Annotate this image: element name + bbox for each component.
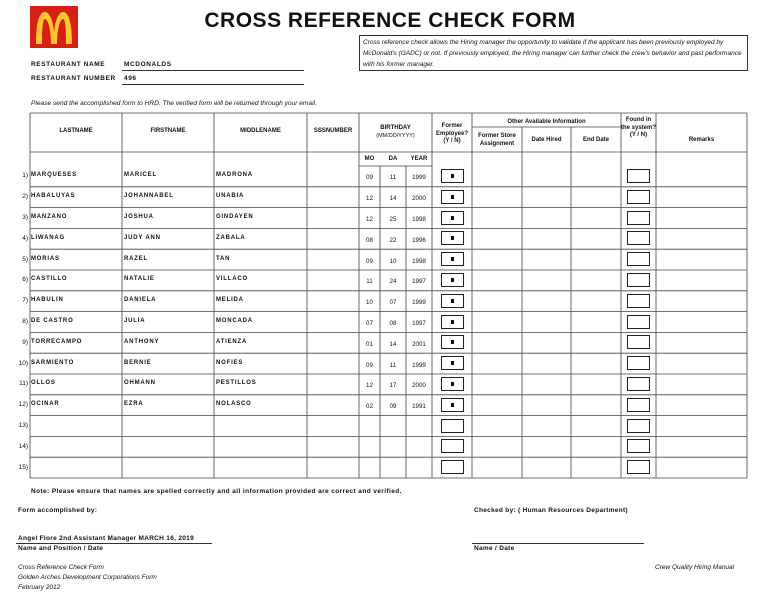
found-in-system-box[interactable] <box>627 356 650 370</box>
row-number: 6) <box>22 276 28 284</box>
cell-middlename: GINDAYEN <box>216 214 254 220</box>
cell-firstname: JOSHUA <box>124 214 154 220</box>
cell-middlename: MADRONA <box>216 172 253 179</box>
former-employee-mark <box>451 340 454 344</box>
row-number: 7) <box>22 297 28 305</box>
cell-firstname: RAZEL <box>124 255 148 262</box>
former-employee-box[interactable] <box>441 231 464 245</box>
cell-firstname: MARICEL <box>124 172 157 179</box>
cell-middlename: NOLASCO <box>216 401 252 408</box>
found-in-system-box[interactable] <box>627 252 650 266</box>
cell-day: 25 <box>389 216 397 223</box>
cell-year: 1998 <box>412 257 426 265</box>
found-in-system-box[interactable] <box>627 419 650 433</box>
row-number: 4) <box>22 234 28 242</box>
found-in-system-box[interactable] <box>627 231 650 245</box>
cell-day: 08 <box>389 320 397 327</box>
header-former-store: Former Store Assignment <box>478 133 516 147</box>
header-lastname: LASTNAME <box>59 128 93 134</box>
cell-middlename: PESTILLOS <box>216 380 257 387</box>
cell-day: 07 <box>389 299 397 307</box>
row-number: 14) <box>18 442 28 450</box>
header-year: YEAR <box>410 156 428 162</box>
header-former-employee: Former Employee? (Y / N) <box>435 123 468 144</box>
former-employee-box[interactable] <box>441 377 464 391</box>
cell-month: 07 <box>366 320 373 327</box>
found-in-system-box[interactable] <box>627 315 650 329</box>
header-remarks: Remarks <box>688 137 715 143</box>
header-da: DA <box>388 156 398 162</box>
header-found-system: Found in the system? (Y / N) <box>621 117 657 138</box>
former-employee-mark <box>451 278 454 282</box>
form-title: CROSS REFERENCE CHECK FORM <box>204 9 576 32</box>
cell-month: 08 <box>366 236 373 244</box>
former-employee-box[interactable] <box>441 439 464 453</box>
header-birthday: BIRTHDAY <box>380 125 411 131</box>
cell-day: 11 <box>389 361 397 369</box>
row-number: 12) <box>18 401 28 409</box>
row-number: 13) <box>18 422 28 429</box>
row-number: 8) <box>22 318 28 325</box>
former-employee-box[interactable] <box>441 190 464 204</box>
row-number: 5) <box>22 255 28 263</box>
cell-day: 24 <box>389 278 397 286</box>
cell-lastname: HABULIN <box>31 297 64 304</box>
cell-day: 17 <box>389 382 397 390</box>
cell-month: 10 <box>366 299 373 307</box>
cell-firstname: JOHANNABEL <box>124 193 174 200</box>
cell-year: 2000 <box>412 195 426 203</box>
former-employee-box[interactable] <box>441 252 464 266</box>
found-in-system-box[interactable] <box>627 294 650 308</box>
cell-lastname: OCINAR <box>31 401 60 408</box>
name-position-date-label: Name and Position / Date <box>18 545 104 552</box>
row-number: 10) <box>18 359 28 367</box>
row-number: 1) <box>22 172 28 180</box>
cell-firstname: NATALIE <box>124 276 155 283</box>
cell-middlename: MONCADA <box>216 318 253 324</box>
found-in-system-box[interactable] <box>627 377 650 391</box>
former-employee-mark <box>451 257 454 261</box>
cell-month: 01 <box>366 340 373 348</box>
former-employee-box[interactable] <box>441 356 464 370</box>
restaurant-number-label: RESTAURANT NUMBER <box>31 75 116 82</box>
former-employee-mark <box>451 195 454 199</box>
cell-firstname: JULIA <box>124 318 146 324</box>
found-in-system-box[interactable] <box>627 398 650 412</box>
instruction-text: Please send the accomplished form to HRD. The verified form will be returned through your email. <box>31 100 317 107</box>
former-employee-box[interactable] <box>441 273 464 287</box>
footer-company: Golden Arches Development Corporations Form <box>18 574 157 581</box>
former-employee-box[interactable] <box>441 211 464 225</box>
former-employee-box[interactable] <box>441 315 464 329</box>
cell-lastname: MANZANO <box>31 214 68 220</box>
cell-middlename: TAN <box>216 255 231 262</box>
former-employee-box[interactable] <box>441 169 464 183</box>
cell-day: 11 <box>389 174 397 182</box>
cell-year: 1997 <box>412 320 426 327</box>
name-date-label: Name / Date <box>474 545 515 552</box>
former-employee-mark <box>451 403 454 407</box>
footer-manual: Crew Quality Hiring Manual <box>655 564 735 571</box>
former-employee-mark <box>451 236 454 240</box>
found-in-system-box[interactable] <box>627 190 650 204</box>
checker-signature-line <box>472 543 644 544</box>
cell-lastname: SARMIENTO <box>31 359 75 366</box>
intro-note: Cross reference check allows the Hiring manager the opportunity to validate if the applicant has been previously employed by McDonald's (GADC) or not. If previously employed, the Hiring manager can further check the crew's behavior and past performance with his former manager. <box>359 35 748 71</box>
cell-year: 2000 <box>412 382 426 390</box>
cell-firstname: DANIELA <box>124 297 157 304</box>
cell-year: 1999 <box>412 174 426 182</box>
cell-lastname: TORRECAMPO <box>31 338 83 345</box>
former-employee-mark <box>451 382 454 386</box>
found-in-system-box[interactable] <box>627 273 650 287</box>
cell-day: 14 <box>389 340 397 348</box>
header-firstname: FIRSTNAME <box>150 128 186 134</box>
restaurant-name-label: RESTAURANT NAME <box>31 61 106 68</box>
cell-month: 09 <box>366 361 373 369</box>
former-employee-box[interactable] <box>441 419 464 433</box>
former-employee-mark <box>451 299 454 303</box>
cell-year: 1991 <box>412 403 426 411</box>
cell-day: 09 <box>389 403 397 411</box>
row-number: 11) <box>19 380 28 388</box>
cell-year: 1999 <box>412 361 426 369</box>
former-employee-box[interactable] <box>441 294 464 308</box>
cell-day: 22 <box>389 236 397 244</box>
footer-form-name: Cross Reference Check Form <box>18 564 104 571</box>
cell-lastname: MARQUESES <box>31 172 77 179</box>
former-employee-box[interactable] <box>441 460 464 474</box>
verification-note: Note: Please ensure that names are spelled correctly and all information provided are correct and verified. <box>31 488 402 495</box>
found-in-system-box[interactable] <box>627 439 650 453</box>
cell-month: 12 <box>366 195 373 203</box>
cell-day: 10 <box>389 257 397 265</box>
row-number: 2) <box>22 193 28 201</box>
found-in-system-box[interactable] <box>627 335 650 349</box>
signatory-line <box>16 543 212 544</box>
row-number: 3) <box>22 214 28 221</box>
cell-lastname: HABALUYAS <box>31 193 76 200</box>
cell-firstname: OHMANN <box>124 380 156 387</box>
cell-month: 09 <box>366 257 373 265</box>
cell-lastname: OLLOS <box>31 380 56 387</box>
former-employee-box[interactable] <box>441 335 464 349</box>
cell-month: 11 <box>366 278 373 286</box>
former-employee-mark <box>451 320 454 324</box>
header-birthday-format: (MM/DD/YYYY) <box>376 133 415 139</box>
header-other-info: Other Available Information <box>507 119 586 125</box>
cell-firstname: JUDY ANN <box>124 234 161 241</box>
cell-firstname: ANTHONY <box>124 338 160 345</box>
found-in-system-box[interactable] <box>627 169 650 183</box>
header-ssnumber: SSSNUMBER <box>313 128 353 134</box>
cell-month: 12 <box>366 382 373 390</box>
header-date-hired: Date Hired <box>531 137 562 143</box>
footer-date: February 2012 <box>18 584 61 591</box>
cell-middlename: VILLACO <box>216 276 248 283</box>
cell-month: 09 <box>366 174 373 182</box>
former-employee-mark <box>451 361 454 365</box>
cell-year: 2001 <box>412 340 426 348</box>
cell-middlename: ATIENZA <box>216 338 248 345</box>
cell-middlename: MELIDA <box>216 297 244 304</box>
cell-firstname: EZRA <box>124 401 144 408</box>
cell-month: 02 <box>366 403 373 411</box>
cell-year: 1997 <box>412 278 426 286</box>
cell-year: 1998 <box>412 216 426 223</box>
restaurant-name-value: MCDONALDS <box>124 61 172 68</box>
found-in-system-box[interactable] <box>627 460 650 474</box>
former-employee-box[interactable] <box>441 398 464 412</box>
cell-lastname: DE CASTRO <box>31 318 74 324</box>
header-mo: MO <box>364 156 375 162</box>
cell-lastname: LIWANAG <box>31 234 65 241</box>
cell-middlename: ZABALA <box>216 234 246 241</box>
cell-middlename: NOFIES <box>216 359 244 366</box>
cell-middlename: UNABIA <box>216 193 245 200</box>
cell-year: 1996 <box>412 236 426 244</box>
checked-by-label: Checked by: ( Human Resources Department) <box>474 507 628 514</box>
row-number: 15) <box>18 463 28 471</box>
cell-month: 12 <box>366 216 373 223</box>
former-employee-mark <box>451 174 454 178</box>
header-end-date: End Date <box>582 137 609 143</box>
cell-firstname: BERNIE <box>124 359 152 366</box>
accomplished-by-label: Form accomplished by: <box>18 507 98 514</box>
row-number: 9) <box>22 338 28 346</box>
found-in-system-box[interactable] <box>627 211 650 225</box>
cell-lastname: MORIAS <box>31 255 60 262</box>
cell-day: 14 <box>389 195 397 203</box>
cell-year: 1999 <box>412 299 426 307</box>
header-middlename: MIDDLENAME <box>240 128 281 134</box>
cell-lastname: CASTILLO <box>31 276 68 283</box>
former-employee-mark <box>451 216 454 220</box>
signatory-name: Angel Flore 2nd Assistant Manager MARCH 16, 2019 <box>18 535 194 542</box>
restaurant-number-value: 496 <box>124 75 137 82</box>
